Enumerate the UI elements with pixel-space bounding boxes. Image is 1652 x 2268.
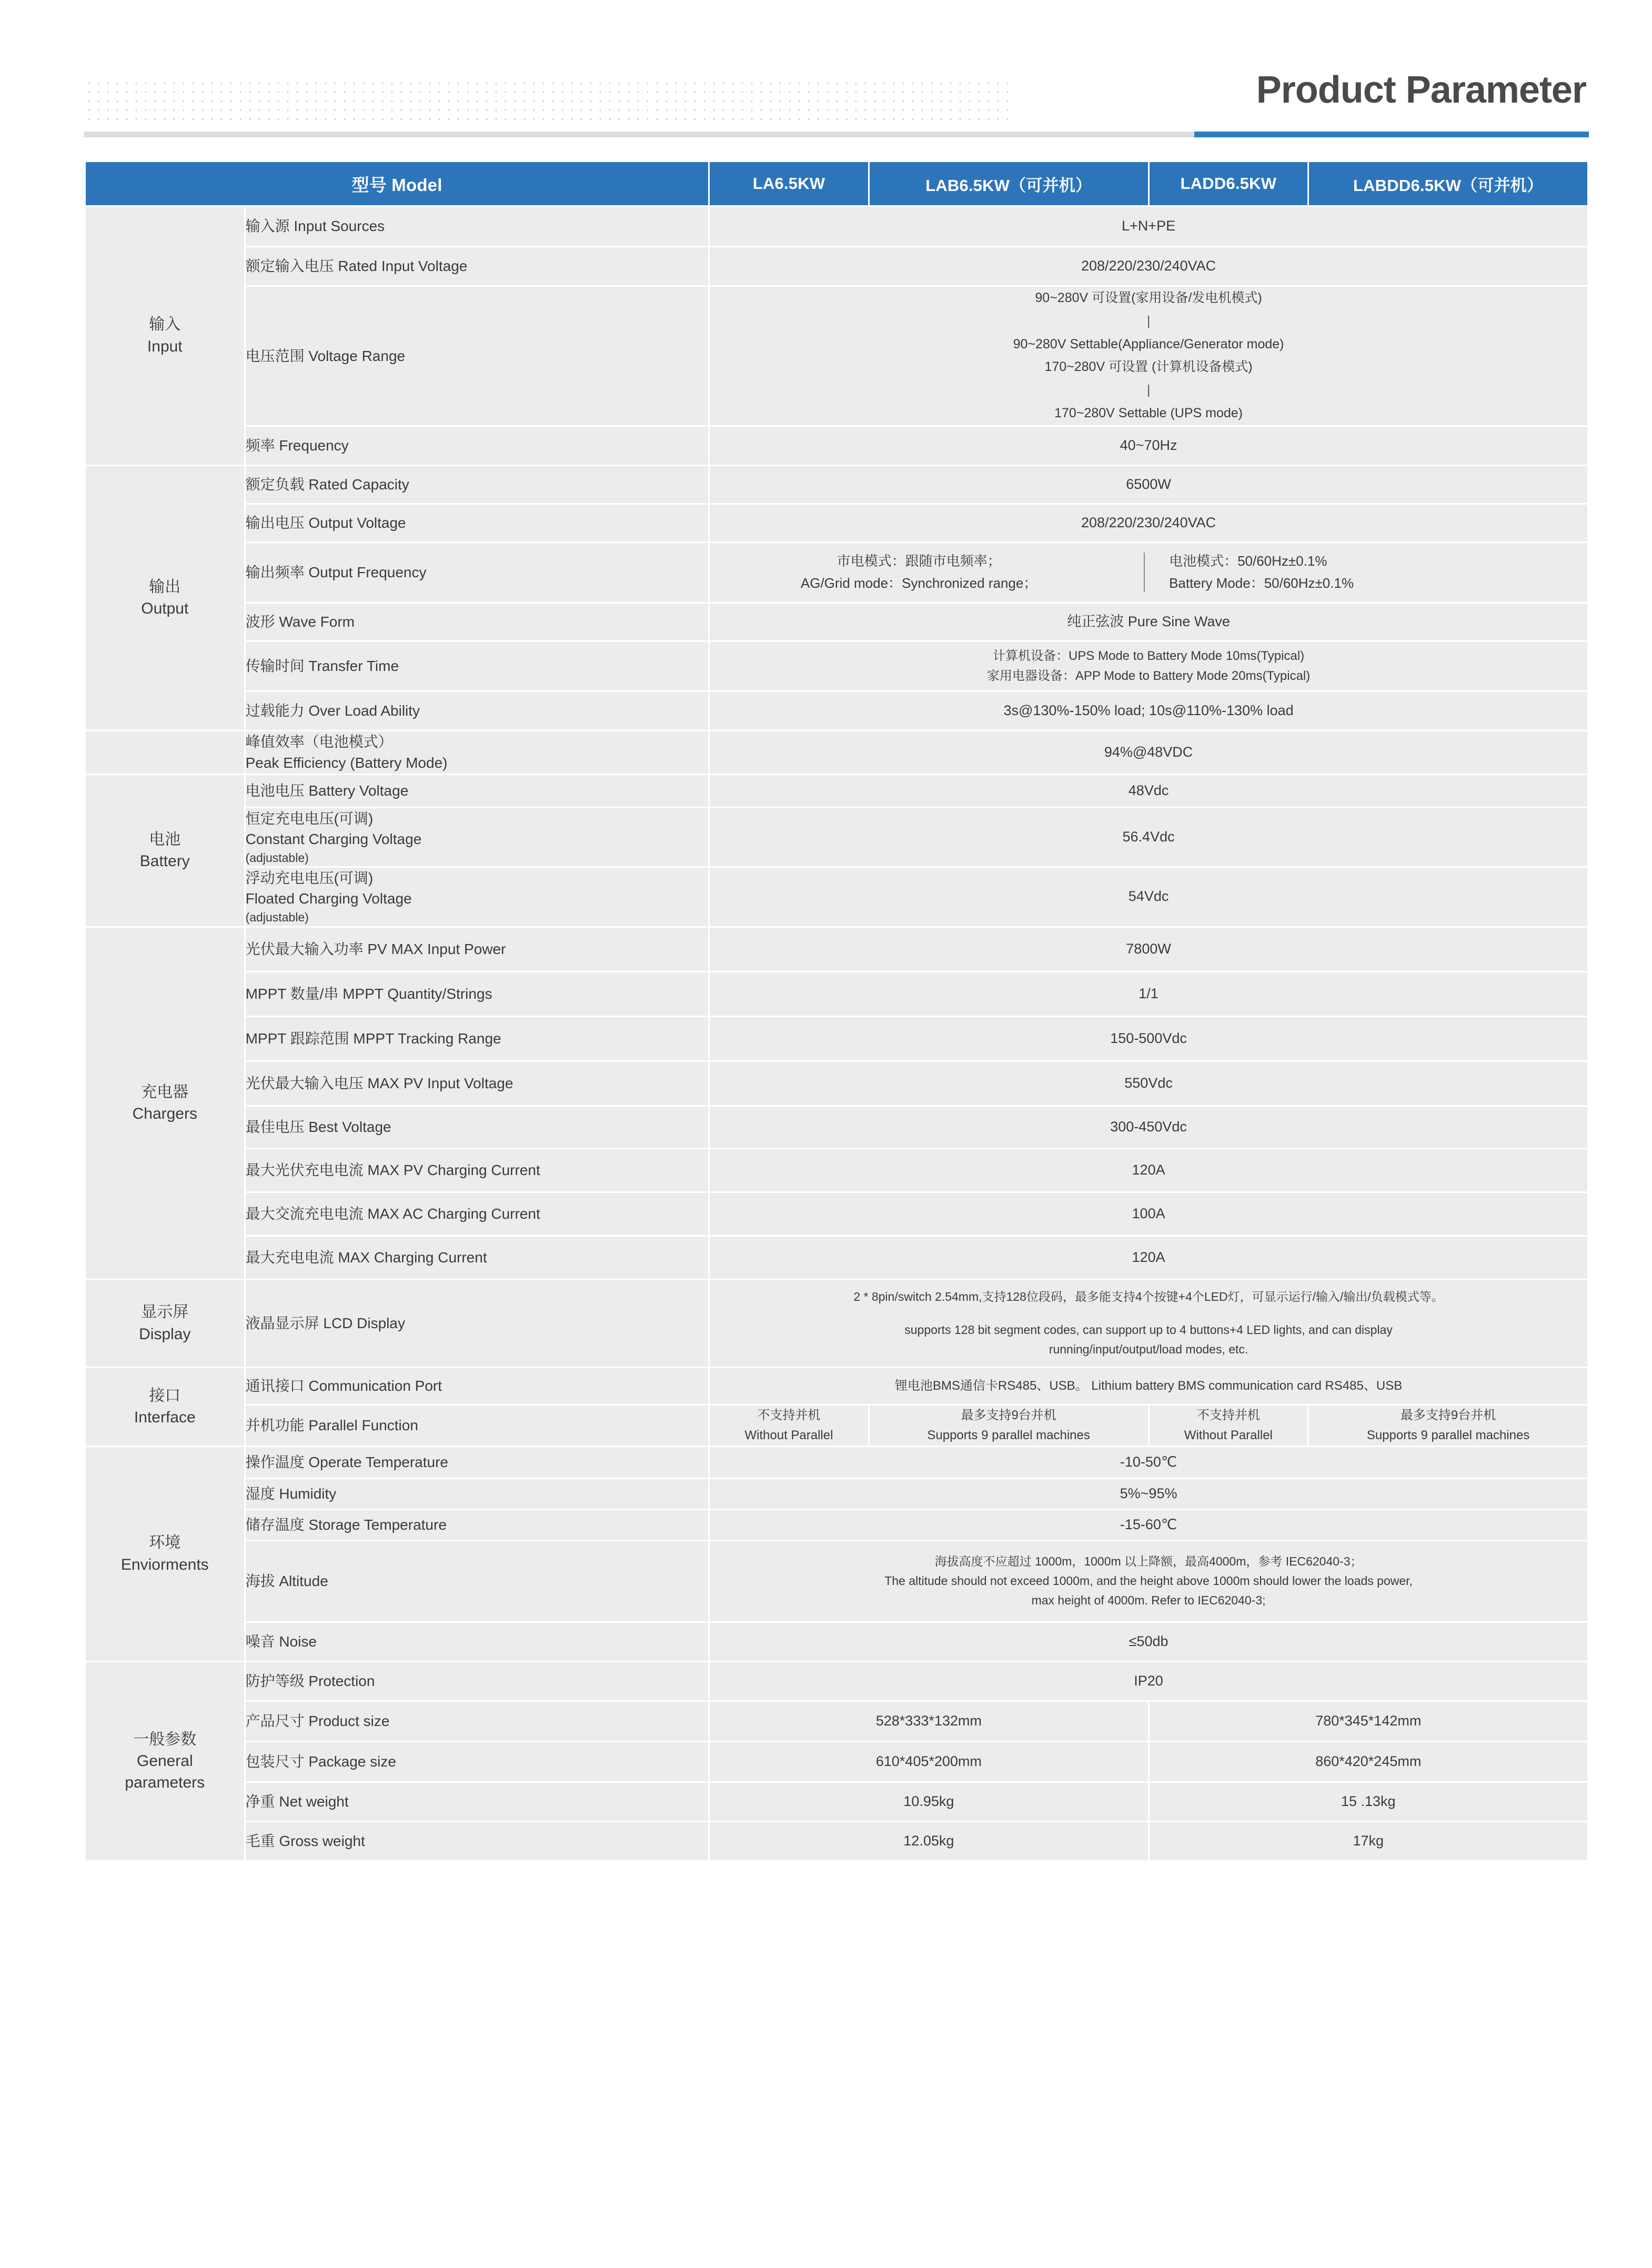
table-row [86,1280,1587,1367]
header-rule-blue [1194,132,1589,137]
value-protection: IP20 [710,1662,1587,1700]
voltage-range-line2-en: 170~280V Settable (UPS mode) [1054,405,1243,420]
constant-charging-en-wrap [246,829,709,866]
value-over-load: 3s@130%-150% load; 10s@110%-130% load [710,692,1587,730]
param-voltage-range: 电压范围 Voltage Range [246,287,709,425]
floated-charging-en: Floated Charging Voltage [245,890,412,907]
transfer-time-line1: 计算机设备：UPS Mode to Battery Mode 10ms(Typical) [992,649,1305,664]
group-chargers-cn: 充电器 [141,1083,189,1101]
group-battery-en: Battery [139,852,190,870]
value-product-size-left: 528*333*132mm [710,1702,1147,1741]
value-package-size-left: 610*405*200mm [710,1742,1147,1781]
table-row [86,1742,1587,1781]
constant-charging-en-note: (adjustable) [245,850,309,865]
lcd-display-line2: supports 128 bit segment codes, can support up to 4 buttons+4 LED lights, and can display [904,1323,1393,1337]
value-max-ac-charging-current: 100A [710,1193,1587,1235]
param-input-sources: 输入源 Input Sources [246,207,709,246]
value-floated-charging-voltage: 54Vdc [710,868,1587,926]
group-output-cn: 输出 [149,578,181,596]
group-display-cn: 显示屏 [141,1303,189,1321]
value-max-pv-input-voltage: 550Vdc [710,1062,1587,1105]
param-output-frequency: 输出频率 Output Frequency [246,543,709,602]
group-interface [86,1368,244,1446]
value-humidity: 5%~95% [710,1479,1587,1509]
group-interface-cn: 接口 [149,1387,181,1404]
value-input-sources: L+N+PE [710,207,1587,246]
group-output [86,466,244,730]
table-row [86,1017,1587,1060]
table-row [86,808,1587,867]
page-header [0,0,1652,142]
value-constant-charging-voltage: 56.4Vdc [710,808,1587,867]
floated-charging-en-wrap [246,888,709,926]
value-transfer-time [710,642,1587,690]
value-lcd-display [710,1280,1587,1367]
parallel-3-cn: 不支持并机 [1196,1408,1260,1423]
param-max-charging-current: 最大充电电流 MAX Charging Current [246,1237,709,1279]
value-output-voltage: 208/220/230/240VAC [710,505,1587,541]
lcd-display-line3: running/input/output/load modes, etc. [1049,1342,1248,1357]
parallel-4-cn: 最多支持9台并机 [1400,1408,1496,1423]
table-row [86,1822,1587,1860]
parallel-1-cn: 不支持并机 [757,1408,821,1423]
param-humidity: 湿度 Humidity [246,1479,709,1509]
value-rated-capacity: 6500W [710,466,1587,503]
param-output-voltage: 输出电压 Output Voltage [246,505,709,541]
param-altitude: 海拔 Altitude [246,1541,709,1621]
value-parallel-2 [870,1406,1148,1446]
table-row [86,207,1587,246]
constant-charging-cn: 恒定充电电压(可调) [245,810,374,827]
parallel-2-en: Supports 9 parallel machines [927,1428,1090,1442]
param-constant-charging-voltage [246,808,709,867]
value-mppt-quantity: 1/1 [710,972,1587,1016]
value-gross-weight-left: 12.05kg [710,1822,1147,1860]
value-product-size-right: 780*345*142mm [1150,1702,1587,1741]
output-frequency-grid-cn: 市电模式：跟随市电频率； [837,553,1001,569]
page-title: Product Parameter [1256,69,1586,111]
value-frequency: 40~70Hz [710,427,1587,465]
table-row [86,505,1587,541]
param-communication-port: 通讯接口 Communication Port [246,1368,709,1404]
altitude-line3: max height of 4000m. Refer to IEC62040-3; [1031,1593,1266,1608]
value-noise: ≤50db [710,1623,1587,1661]
table-row [86,731,1587,774]
dot-grid-decoration [84,79,1010,126]
table-row [86,868,1587,926]
group-environments [86,1447,244,1661]
param-transfer-time: 传输时间 Transfer Time [246,642,709,690]
parallel-1-en: Without Parallel [744,1428,833,1442]
peak-efficiency-cn: 峰值效率（电池模式） [245,734,393,750]
group-chargers-en: Chargers [132,1105,197,1123]
value-parallel-1 [710,1406,868,1446]
param-max-ac-charging-current: 最大交流充电电流 MAX AC Charging Current [246,1193,709,1235]
group-battery-cn: 电池 [149,830,181,848]
voltage-range-sep2: | [1146,383,1151,397]
param-max-pv-input-voltage: 光伏最大输入电压 MAX PV Input Voltage [246,1062,709,1105]
group-environments-en: Enviorments [120,1556,209,1573]
constant-charging-en: Constant Charging Voltage [245,830,422,847]
param-floated-charging-voltage [246,868,709,926]
output-frequency-battery-cn: 电池模式：50/60Hz±0.1% [1169,553,1327,569]
value-rated-input-voltage: 208/220/230/240VAC [710,247,1587,285]
output-frequency-grid-en: AG/Grid mode：Synchronized range； [800,575,1037,591]
group-environments-cn: 环境 [149,1534,181,1552]
group-interface-en: Interface [134,1409,196,1427]
group-general-cn: 一般参数 [133,1730,197,1748]
voltage-range-sep1: | [1146,313,1151,328]
table-row [86,1447,1587,1478]
value-battery-voltage: 48Vdc [710,775,1587,807]
param-protection: 防护等级 Protection [246,1662,709,1700]
table-row [86,1623,1587,1661]
table-row [86,543,1587,602]
table-row [86,247,1587,285]
value-communication-port: 锂电池BMS通信卡RS485、USB。 Lithium battery BMS communication card RS485、USB [710,1368,1587,1404]
specification-table [84,160,1589,1862]
output-frequency-grid [710,550,1144,594]
param-battery-voltage: 电池电压 Battery Voltage [246,775,709,807]
voltage-range-line1-cn: 90~280V 可设置(家用设备/发电机模式) [1035,290,1262,305]
param-gross-weight: 毛重 Gross weight [246,1822,709,1860]
param-rated-capacity: 额定负载 Rated Capacity [246,466,709,503]
table-row [86,1368,1587,1404]
param-package-size: 包装尺寸 Package size [246,1742,709,1781]
header-model-1: LA6.5KW [710,162,868,205]
table-row [86,1062,1587,1105]
param-noise: 噪音 Noise [246,1623,709,1661]
header-model-4: LABDD6.5KW（可并机） [1309,162,1587,205]
header-model-3: LADD6.5KW [1150,162,1308,205]
group-battery [86,775,244,926]
altitude-line2: The altitude should not exceed 1000m, and the height above 1000m should lower the loads power, [884,1574,1413,1588]
group-input-en: Input [147,337,183,355]
param-mppt-quantity: MPPT 数量/串 MPPT Quantity/Strings [246,972,709,1016]
value-max-charging-current: 120A [710,1237,1587,1279]
group-display [86,1280,244,1367]
output-frequency-battery-en: Battery Mode：50/60Hz±0.1% [1169,575,1354,591]
parallel-2-cn: 最多支持9台并机 [961,1408,1056,1423]
table-header-row [86,162,1587,205]
value-storage-temperature: -15-60℃ [710,1510,1587,1540]
table-row [86,466,1587,503]
value-net-weight-right: 15 .13kg [1150,1783,1587,1821]
group-display-en: Display [139,1325,191,1343]
value-voltage-range [710,287,1587,425]
param-max-pv-charging-current: 最大光伏充电电流 MAX PV Charging Current [246,1149,709,1191]
header-rule-grey [84,132,1194,137]
param-storage-temperature: 储存温度 Storage Temperature [246,1510,709,1540]
table-row [86,972,1587,1016]
table-row [86,1149,1587,1191]
lcd-display-spacer [710,1307,1587,1320]
table-row [86,928,1587,971]
parallel-3-en: Without Parallel [1184,1428,1273,1442]
value-parallel-3 [1150,1406,1308,1446]
table-row [86,1662,1587,1700]
param-frequency: 频率 Frequency [246,427,709,465]
group-input [86,207,244,465]
header-rule [84,132,1589,137]
param-wave-form: 波形 Wave Form [246,604,709,640]
param-pv-max-input-power: 光伏最大输入功率 PV MAX Input Power [246,928,709,971]
output-frequency-split [710,550,1587,594]
value-gross-weight-right: 17kg [1150,1822,1587,1860]
param-best-voltage: 最佳电压 Best Voltage [246,1107,709,1148]
value-max-pv-charging-current: 120A [710,1149,1587,1191]
param-mppt-tracking-range: MPPT 跟踪范围 MPPT Tracking Range [246,1017,709,1060]
param-parallel-function: 并机功能 Parallel Function [246,1406,709,1446]
header-model-label: 型号 Model [86,162,708,205]
group-general-en2: parameters [125,1774,205,1792]
table-row [86,427,1587,465]
value-best-voltage: 300-450Vdc [710,1107,1587,1148]
group-general-en1: General [136,1752,193,1770]
table-row [86,692,1587,730]
param-operate-temperature: 操作温度 Operate Temperature [246,1447,709,1478]
group-output-en: Output [141,600,189,617]
table-row [86,604,1587,640]
value-net-weight-left: 10.95kg [710,1783,1147,1821]
group-general-parameters [86,1662,244,1860]
param-rated-input-voltage: 额定输入电压 Rated Input Voltage [246,247,709,285]
voltage-range-line2-cn: 170~280V 可设置 (计算机设备模式) [1044,359,1253,375]
table-row [86,1193,1587,1235]
header-model-2: LAB6.5KW（可并机） [870,162,1148,205]
value-wave-form: 纯正弦波 Pure Sine Wave [710,604,1587,640]
output-frequency-battery [1145,550,1587,594]
voltage-range-line2 [710,356,1587,425]
parallel-4-en: Supports 9 parallel machines [1366,1428,1530,1442]
group-chargers [86,928,244,1279]
table-row [86,1510,1587,1540]
group-output-continued [86,731,244,774]
value-altitude [710,1541,1587,1621]
value-peak-efficiency: 94%@48VDC [710,731,1587,774]
table-row [86,1541,1587,1621]
param-net-weight: 净重 Net weight [246,1783,709,1821]
param-over-load: 过载能力 Over Load Ability [246,692,709,730]
voltage-range-line1-en: 90~280V Settable(Appliance/Generator mode) [1013,336,1284,352]
table-row [86,1237,1587,1279]
value-operate-temperature: -10-50℃ [710,1447,1587,1478]
param-lcd-display: 液晶显示屏 LCD Display [246,1280,709,1367]
floated-charging-cn: 浮动充电电压(可调) [245,870,374,887]
transfer-time-line2: 家用电器设备：APP Mode to Battery Mode 20ms(Typical) [986,668,1311,683]
table-row [86,1479,1587,1509]
altitude-line1: 海拔高度不应超过 1000m，1000m 以上降额，最高4000m，参考 IEC62040-3； [934,1554,1363,1569]
table-row [86,1783,1587,1821]
table-row [86,1702,1587,1741]
group-input-cn: 输入 [149,316,181,334]
param-product-size: 产品尺寸 Product size [246,1702,709,1741]
table-row [86,1107,1587,1148]
peak-efficiency-en: Peak Efficiency (Battery Mode) [245,754,448,771]
lcd-display-line1: 2 * 8pin/switch 2.54mm,支持128位段码，最多能支持4个按键+4个LED灯，可显示运行/输入/输出/负载模式等。 [853,1290,1444,1304]
table-row [86,775,1587,807]
value-pv-max-input-power: 7800W [710,928,1587,971]
voltage-range-line1 [710,287,1587,356]
table-row [86,642,1587,690]
param-peak-efficiency [246,731,709,774]
table-row [86,287,1587,425]
value-package-size-right: 860*420*245mm [1150,1742,1587,1781]
table-row [86,1406,1587,1446]
floated-charging-en-note: (adjustable) [245,910,309,925]
value-output-frequency [710,543,1587,602]
value-parallel-4 [1309,1406,1587,1446]
value-mppt-tracking-range: 150-500Vdc [710,1017,1587,1060]
